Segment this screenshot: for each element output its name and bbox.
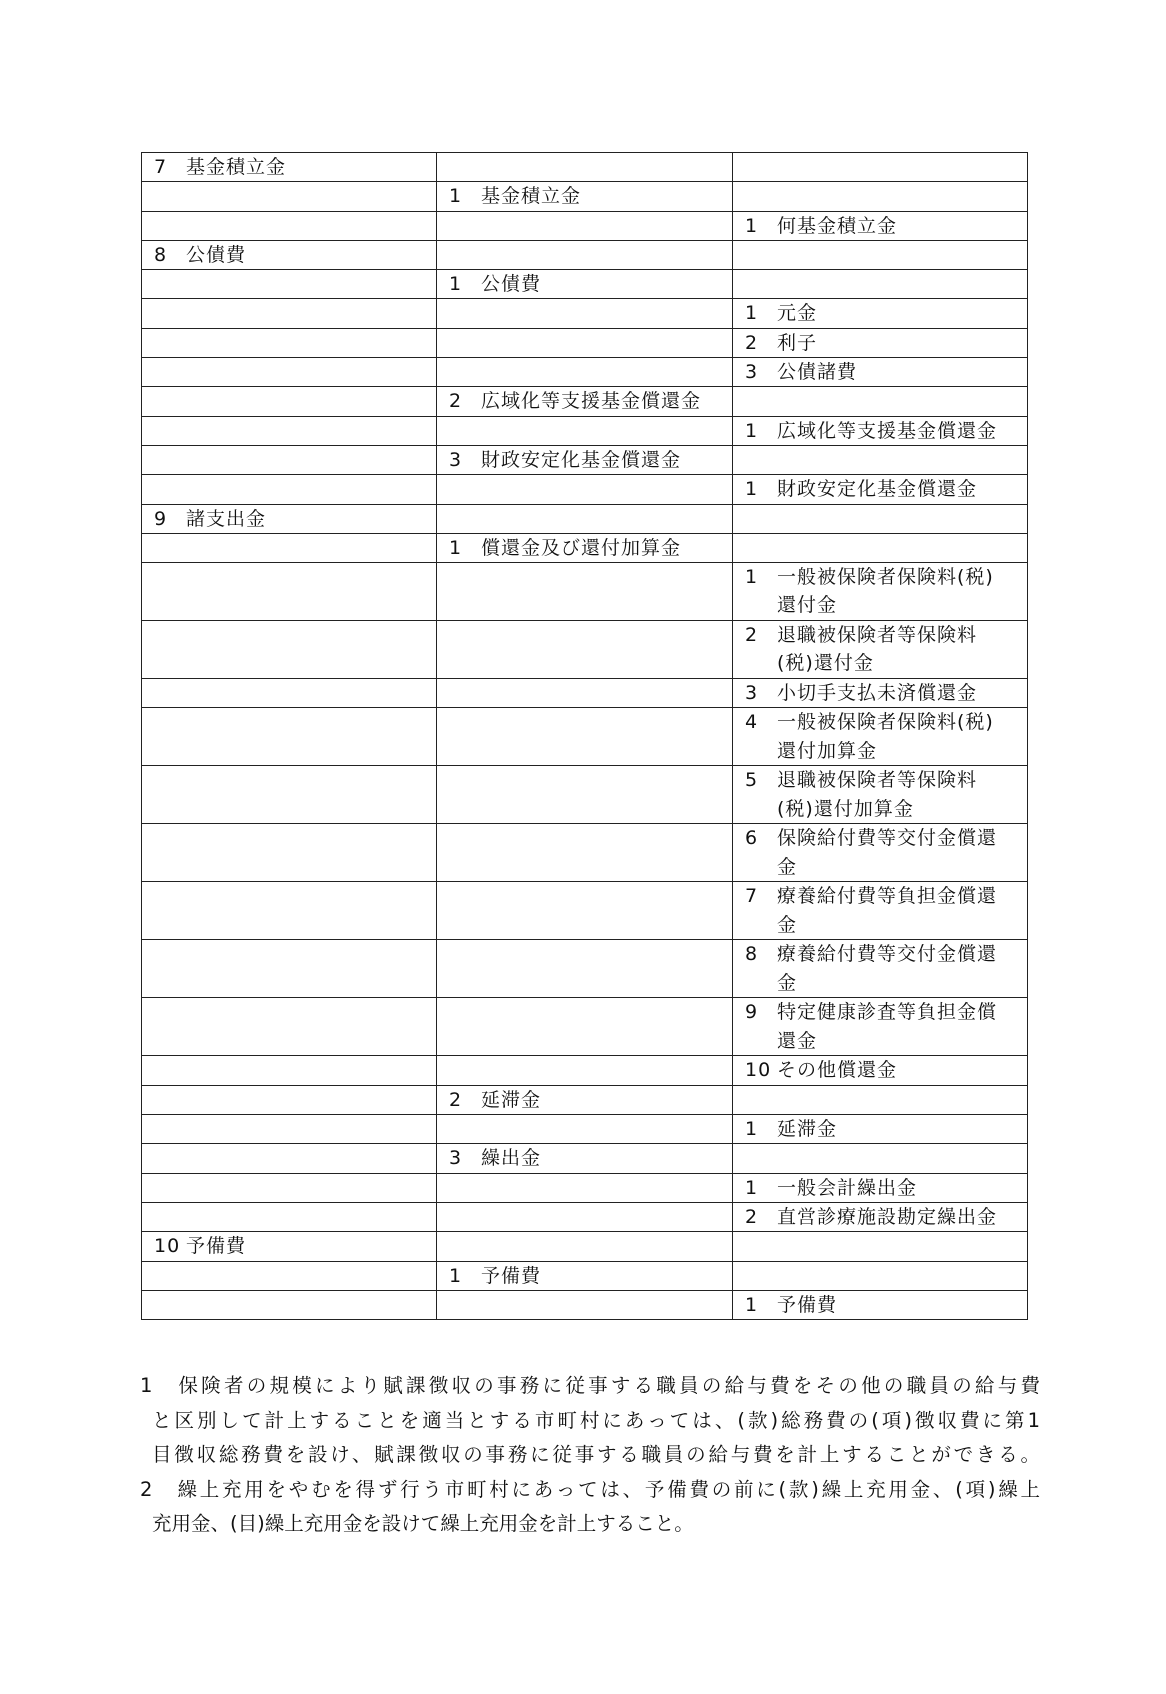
item xyxy=(449,387,722,415)
note-line: と区別して計上することを適当とする市町村にあっては、(款)総務費の(項)徴収費に第1 xyxy=(152,1408,1040,1432)
table-row xyxy=(142,1085,1028,1114)
item-label: 何基金積立金 xyxy=(777,214,898,237)
item-label: その他償還金 xyxy=(777,1059,898,1082)
moku-cell xyxy=(733,1261,1028,1290)
item xyxy=(449,1086,722,1114)
item-number: 3 xyxy=(745,682,759,705)
moku-cell xyxy=(733,153,1028,182)
moku-cell xyxy=(733,1056,1028,1085)
kou-cell xyxy=(437,299,733,328)
item xyxy=(745,1115,1017,1143)
item xyxy=(745,475,1017,503)
kou-cell xyxy=(437,504,733,533)
item-label: 財政安定化基金償還金 xyxy=(481,448,682,471)
moku-cell xyxy=(733,1202,1028,1231)
item-number: 5 xyxy=(745,769,759,792)
moku-cell xyxy=(733,416,1028,445)
item xyxy=(154,1232,426,1260)
item-label: 退職被保険者等保険料 (税)還付加算金 xyxy=(777,769,978,820)
moku-cell xyxy=(733,1290,1028,1319)
item xyxy=(449,1262,722,1290)
item-label: 償還金及び還付加算金 xyxy=(481,536,682,559)
item-label: 療養給付費等交付金償還 金 xyxy=(777,943,998,994)
item-number: 1 xyxy=(745,302,759,325)
item-number: 7 xyxy=(154,156,168,178)
item xyxy=(745,1203,1017,1231)
item-number: 1 xyxy=(745,1118,759,1141)
item-label: 予備費 xyxy=(777,1293,838,1316)
item-label: 退職被保険者等保険料 (税)還付金 xyxy=(777,624,978,675)
kou-cell xyxy=(437,940,733,998)
item xyxy=(449,534,722,562)
item-label: 繰出金 xyxy=(481,1147,542,1170)
moku-cell xyxy=(733,940,1028,998)
kou-cell xyxy=(437,1261,733,1290)
moku-cell xyxy=(733,621,1028,679)
item xyxy=(449,1144,722,1172)
kou-cell xyxy=(437,882,733,940)
item xyxy=(449,270,722,298)
note-line: 1 保険者の規模により賦課徴収の事務に従事する職員の給与費をその他の職員の給与費 xyxy=(140,1374,1040,1397)
kan-cell xyxy=(142,679,437,708)
item-label: 特定健康診査等負担金償 還金 xyxy=(777,1001,998,1052)
moku-cell xyxy=(733,445,1028,474)
table-row xyxy=(142,387,1028,416)
moku-cell xyxy=(733,766,1028,824)
kou-cell xyxy=(437,708,733,766)
kan-cell xyxy=(142,1202,437,1231)
kou-cell xyxy=(437,563,733,621)
item-number: 1 xyxy=(745,419,759,442)
table-row xyxy=(142,679,1028,708)
kou-cell xyxy=(437,211,733,240)
item-number: 2 xyxy=(449,390,463,413)
item-number: 2 xyxy=(745,1205,759,1228)
kan-cell xyxy=(142,270,437,299)
note-line: 2 繰上充用をやむを得ず行う市町村にあっては、予備費の前に(款)繰上充用金、(項)繰上 xyxy=(140,1477,1040,1501)
item xyxy=(745,1174,1017,1202)
kou-cell xyxy=(437,621,733,679)
table-row xyxy=(142,299,1028,328)
kan-cell xyxy=(142,1261,437,1290)
item xyxy=(745,621,1017,678)
kou-cell xyxy=(437,1085,733,1114)
item xyxy=(745,212,1017,240)
kou-cell xyxy=(437,270,733,299)
table-row xyxy=(142,1202,1028,1231)
kou-cell xyxy=(437,387,733,416)
item-label: 基金積立金 xyxy=(481,185,582,208)
notes xyxy=(140,1369,1040,1542)
kou-cell xyxy=(437,1232,733,1261)
moku-cell xyxy=(733,358,1028,387)
item-number: 1 xyxy=(745,566,759,589)
moku-cell xyxy=(733,299,1028,328)
moku-cell xyxy=(733,182,1028,211)
item-number: 1 xyxy=(745,478,759,501)
moku-cell xyxy=(733,387,1028,416)
table-row xyxy=(142,998,1028,1056)
moku-cell xyxy=(733,211,1028,240)
table-row xyxy=(142,358,1028,387)
table-row xyxy=(142,940,1028,998)
item-label: 直営診療施設勘定繰出金 xyxy=(777,1205,998,1228)
item xyxy=(745,563,1017,620)
item-number: 7 xyxy=(745,885,759,908)
item-number: 1 xyxy=(449,536,463,559)
kan-cell xyxy=(142,940,437,998)
moku-cell xyxy=(733,1232,1028,1261)
moku-cell xyxy=(733,240,1028,269)
kan-cell xyxy=(142,240,437,269)
item-label: 一般被保険者保険料(税) 還付金 xyxy=(777,566,994,617)
moku-cell xyxy=(733,882,1028,940)
table-row xyxy=(142,1173,1028,1202)
item xyxy=(449,446,722,474)
item-number: 4 xyxy=(745,711,759,734)
kan-cell xyxy=(142,1290,437,1319)
item-number: 1 xyxy=(745,1293,759,1316)
kan-cell xyxy=(142,387,437,416)
item-label: 諸支出金 xyxy=(186,507,267,530)
table-row xyxy=(142,504,1028,533)
moku-cell xyxy=(733,533,1028,562)
kan-cell xyxy=(142,1232,437,1261)
moku-cell xyxy=(733,679,1028,708)
item-label: 予備費 xyxy=(481,1264,542,1287)
table-row xyxy=(142,270,1028,299)
kan-cell xyxy=(142,1056,437,1085)
kou-cell xyxy=(437,679,733,708)
table-row xyxy=(142,563,1028,621)
table-row xyxy=(142,182,1028,211)
item-number: 3 xyxy=(449,448,463,471)
moku-cell xyxy=(733,270,1028,299)
item-label: 広域化等支援基金償還金 xyxy=(481,390,702,413)
kou-cell xyxy=(437,766,733,824)
item-number: 2 xyxy=(449,1088,463,1111)
item-label: 延滞金 xyxy=(481,1088,542,1111)
table-row xyxy=(142,533,1028,562)
item xyxy=(154,505,426,533)
item-label: 基金積立金 xyxy=(186,156,287,178)
item-number: 1 xyxy=(449,185,463,208)
kan-cell xyxy=(142,416,437,445)
table-row xyxy=(142,1290,1028,1319)
moku-cell xyxy=(733,504,1028,533)
item-number: 10 xyxy=(745,1059,772,1082)
item xyxy=(154,241,426,269)
item xyxy=(745,708,1017,765)
item-label: 一般被保険者保険料(税) 還付加算金 xyxy=(777,711,994,762)
table-row xyxy=(142,240,1028,269)
item xyxy=(154,153,426,181)
item-label: 財政安定化基金償還金 xyxy=(777,478,978,501)
kan-cell xyxy=(142,621,437,679)
kou-cell xyxy=(437,1173,733,1202)
kou-cell xyxy=(437,1290,733,1319)
kou-cell xyxy=(437,153,733,182)
moku-cell xyxy=(733,1085,1028,1114)
item-number: 10 xyxy=(154,1235,181,1258)
item xyxy=(745,824,1017,881)
kou-cell xyxy=(437,182,733,211)
item xyxy=(745,417,1017,445)
table-row xyxy=(142,708,1028,766)
item xyxy=(745,679,1017,707)
kan-cell xyxy=(142,445,437,474)
item-label: 公債費 xyxy=(481,273,542,296)
item-number: 9 xyxy=(154,507,168,530)
item xyxy=(745,329,1017,357)
item-number: 1 xyxy=(745,214,759,237)
item xyxy=(745,358,1017,386)
item-label: 元金 xyxy=(777,302,818,325)
table-row xyxy=(142,445,1028,474)
kan-cell xyxy=(142,1173,437,1202)
item-number: 1 xyxy=(449,1264,463,1287)
kan-cell xyxy=(142,998,437,1056)
table-row xyxy=(142,328,1028,357)
table-row xyxy=(142,1232,1028,1261)
item-number: 9 xyxy=(745,1001,759,1024)
moku-cell xyxy=(733,708,1028,766)
moku-cell xyxy=(733,1115,1028,1144)
item-number: 1 xyxy=(745,1176,759,1199)
kan-cell xyxy=(142,1144,437,1173)
item xyxy=(745,882,1017,939)
kou-cell xyxy=(437,445,733,474)
table-row xyxy=(142,1115,1028,1144)
item xyxy=(745,1056,1017,1084)
kan-cell xyxy=(142,153,437,182)
item-label: 一般会計繰出金 xyxy=(777,1176,918,1199)
table-row xyxy=(142,766,1028,824)
table-row xyxy=(142,882,1028,940)
item-number: 8 xyxy=(154,243,168,266)
moku-cell xyxy=(733,328,1028,357)
item-label: 広域化等支援基金償還金 xyxy=(777,419,998,442)
item xyxy=(745,1291,1017,1319)
kan-cell xyxy=(142,299,437,328)
table-row xyxy=(142,416,1028,445)
item-number: 3 xyxy=(745,361,759,384)
moku-cell xyxy=(733,475,1028,504)
item-number: 2 xyxy=(745,624,759,647)
item xyxy=(745,299,1017,327)
kou-cell xyxy=(437,358,733,387)
item-number: 1 xyxy=(449,273,463,296)
item-number: 8 xyxy=(745,943,759,966)
budget-classification-table xyxy=(141,152,1028,1320)
kan-cell xyxy=(142,766,437,824)
kou-cell xyxy=(437,240,733,269)
kou-cell xyxy=(437,1056,733,1085)
note-line: 目徴収総務費を設け、賦課徴収の事務に従事する職員の給与費を計上することができる。 xyxy=(152,1443,1040,1466)
kou-cell xyxy=(437,416,733,445)
kan-cell xyxy=(142,708,437,766)
item-number: 6 xyxy=(745,827,759,850)
kou-cell xyxy=(437,1202,733,1231)
table-row xyxy=(142,475,1028,504)
item-label: 利子 xyxy=(777,331,818,354)
moku-cell xyxy=(733,563,1028,621)
kan-cell xyxy=(142,504,437,533)
moku-cell xyxy=(733,1144,1028,1173)
item-label: 延滞金 xyxy=(777,1118,838,1141)
kou-cell xyxy=(437,998,733,1056)
kan-cell xyxy=(142,824,437,882)
table-row xyxy=(142,211,1028,240)
item-label: 保険給付費等交付金償還 金 xyxy=(777,827,998,878)
kan-cell xyxy=(142,475,437,504)
moku-cell xyxy=(733,824,1028,882)
table-row xyxy=(142,1261,1028,1290)
table-row xyxy=(142,1056,1028,1085)
kan-cell xyxy=(142,563,437,621)
table-row xyxy=(142,621,1028,679)
item-label: 療養給付費等負担金償還 金 xyxy=(777,885,998,936)
kou-cell xyxy=(437,824,733,882)
moku-cell xyxy=(733,998,1028,1056)
kan-cell xyxy=(142,882,437,940)
moku-cell xyxy=(733,1173,1028,1202)
kou-cell xyxy=(437,533,733,562)
note-line: 充用金、(目)繰上充用金を設けて繰上充用金を計上すること。 xyxy=(152,1512,694,1535)
kou-cell xyxy=(437,1115,733,1144)
kan-cell xyxy=(142,1115,437,1144)
item-number: 2 xyxy=(745,331,759,354)
kan-cell xyxy=(142,358,437,387)
kou-cell xyxy=(437,1144,733,1173)
kan-cell xyxy=(142,1085,437,1114)
kou-cell xyxy=(437,328,733,357)
kan-cell xyxy=(142,211,437,240)
item-label: 公債諸費 xyxy=(777,361,858,384)
item-label: 予備費 xyxy=(186,1235,247,1258)
item xyxy=(449,182,722,210)
kan-cell xyxy=(142,533,437,562)
item-label: 小切手支払未済償還金 xyxy=(777,682,978,705)
table-row xyxy=(142,1144,1028,1173)
table-row xyxy=(142,153,1028,182)
item xyxy=(745,766,1017,823)
table-row xyxy=(142,824,1028,882)
kou-cell xyxy=(437,475,733,504)
item-number: 3 xyxy=(449,1147,463,1170)
item-label: 公債費 xyxy=(186,243,247,266)
item xyxy=(745,940,1017,997)
item xyxy=(745,998,1017,1055)
kan-cell xyxy=(142,328,437,357)
kan-cell xyxy=(142,182,437,211)
